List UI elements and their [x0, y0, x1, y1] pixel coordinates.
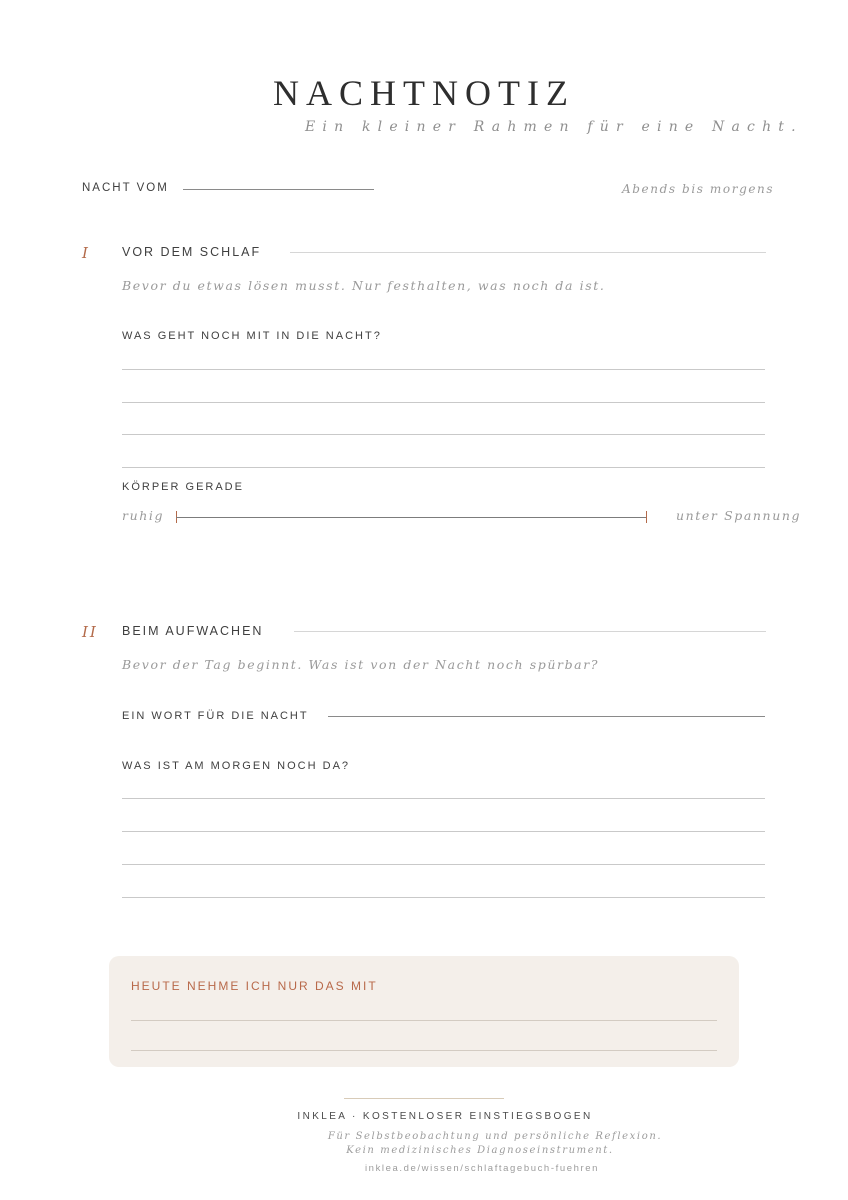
closing-writing-line[interactable]: [131, 1020, 717, 1021]
footer-url[interactable]: inklea.de/wissen/schlaftagebuch-fuehren: [364, 1163, 600, 1174]
section-2-question: WAS IST AM MORGEN NOCH DA?: [122, 760, 351, 772]
date-label: NACHT VOM: [82, 182, 169, 194]
writing-line[interactable]: [122, 897, 765, 898]
date-note: Abends bis morgens: [622, 182, 775, 196]
writing-line[interactable]: [122, 369, 765, 370]
section-1-divider: [290, 252, 766, 253]
page-title: NACHTNOTIZ: [273, 73, 575, 113]
scale-label: KÖRPER GERADE: [122, 481, 244, 493]
section-1-question: WAS GEHT NOCH MIT IN DIE NACHT?: [122, 330, 382, 342]
writing-line[interactable]: [122, 864, 765, 865]
scale-right-label: unter Spannung: [676, 508, 802, 523]
word-label: EIN WORT FÜR DIE NACHT: [122, 710, 309, 722]
section-2-heading: BEIM AUFWACHEN: [122, 624, 264, 638]
writing-line[interactable]: [122, 831, 765, 832]
writing-line[interactable]: [122, 434, 765, 435]
footer-disclaimer-2: Kein medizinisches Diagnoseinstrument.: [346, 1145, 614, 1156]
scale-right-tick: [646, 511, 647, 523]
word-input-line[interactable]: [328, 716, 765, 717]
footer-divider: [344, 1098, 504, 1099]
tension-scale[interactable]: [176, 517, 647, 518]
writing-line[interactable]: [122, 402, 765, 403]
section-1-intro: Bevor du etwas lösen musst. Nur festhalten, was noch da ist.: [122, 278, 606, 293]
section-2-divider: [294, 631, 766, 632]
closing-box-title: HEUTE NEHME ICH NUR DAS MIT: [131, 979, 378, 993]
footer-brand: INKLEA · KOSTENLOSER EINSTIEGSBOGEN: [297, 1111, 593, 1122]
section-2-intro: Bevor der Tag beginnt. Was ist von der Nacht noch spürbar?: [122, 657, 600, 672]
writing-line[interactable]: [122, 467, 765, 468]
section-2-numeral: II: [82, 623, 98, 641]
section-1-numeral: I: [82, 244, 90, 262]
section-1-heading: VOR DEM SCHLAF: [122, 245, 262, 259]
scale-left-label: ruhig: [122, 508, 165, 523]
date-input-line[interactable]: [183, 189, 374, 190]
footer-disclaimer-1: Für Selbstbeobachtung und persönliche Reflexion.: [327, 1131, 663, 1142]
closing-writing-line[interactable]: [131, 1050, 717, 1051]
writing-line[interactable]: [122, 798, 765, 799]
page-subtitle: Ein kleiner Rahmen für eine Nacht.: [305, 119, 803, 135]
